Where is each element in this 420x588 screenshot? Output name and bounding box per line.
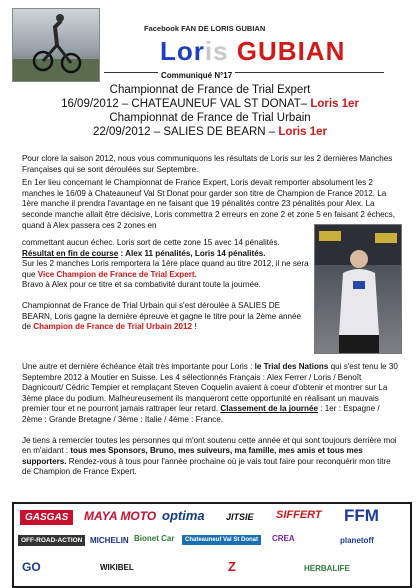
communique-number: Communiqué N°17 <box>158 71 235 80</box>
rider-photo-top <box>12 8 100 82</box>
classement-label: Classement de la journée <box>220 404 319 414</box>
logo-jitsie: JITSIE <box>226 512 254 522</box>
logo-gasgas: GASGAS <box>20 510 73 525</box>
para-urbain <box>22 301 312 333</box>
logo-optima: optima <box>162 508 205 523</box>
logo-mayamoto: MAYA MOTO <box>84 509 157 523</box>
logo-michelin: MICHELIN <box>90 536 129 545</box>
result-text: : Alex 11 pénalités, Loris 14 pénalités. <box>118 248 266 258</box>
thanks-bold: tous mes Sponsors, Bruno, mes suiveurs, ma famille, mes amis et tous mes supporters. <box>22 446 363 466</box>
headline-urbain-result: Loris 1er <box>278 126 327 138</box>
title-part-2: is <box>204 36 229 66</box>
para-result <box>22 249 312 260</box>
rider-podium-photo <box>314 224 402 354</box>
title-part-3: GUBIAN <box>228 36 346 66</box>
champion-urbain-text: Champion de France de Trial Urbain 2012 <box>33 322 193 332</box>
para-expert-end: commettant aucun échec. Loris sort de cette zone 15 avec 14 pénalités. <box>22 238 280 247</box>
para-title <box>22 259 312 280</box>
logo-offroad: OFF-ROAD-ACTION <box>18 535 85 546</box>
headline-expert-result: Loris 1er <box>310 98 359 110</box>
vice-champion-text: Vice Champion de France de Trial Expert. <box>37 269 197 279</box>
headline-expert-date <box>0 98 420 110</box>
trial-des-nations: le Trial des Nations <box>254 362 329 371</box>
headline-urbain-date <box>0 126 420 138</box>
logo-zone: Z <box>228 559 236 574</box>
logo-chateauneuf: Chateauneuf Val St Donat <box>182 535 261 545</box>
logo-siffert: SIFFERT <box>276 509 322 521</box>
result-label: Résultat en fin de course <box>22 248 119 258</box>
para-urbain-start: Championnat de France de Trial Urbain qui s'est déroulée à SALIES DE BEARN, Loris gagne la dernière épreuve et gagne le titre pour la 2ème année de <box>22 300 301 332</box>
logo-planetoff: planetoff <box>340 536 374 545</box>
para-expert: En 1er lieu concernant le Championnat de France Expert, Loris devait remporter absolument les 2 manches le 16/09 à Chateauneuf Val St Donat pour garder son titre de Champion de France 2012. La 1ère manche il prendra l'avantage en ne faisant que 19 pénalités contre 23 pénalités pour Alex. La seconde manche allait être décisive, Loris commettra 2 erreurs en zone 2 et zone 5 en faisant 2 échecs, quand à Alex passera ces 2 zones en <box>22 178 395 230</box>
para-intro: Pour clore la saison 2012, nous vous communiquons les résultats de Loris sur les 2 dernières Manches Françaises qui se sont déroulées sur Septembre. <box>22 154 393 174</box>
para-bravo: Bravo à Alex pour ce titre et sa combativité durant toute la journée. <box>22 280 261 290</box>
para-nations-body: qui s'est tenu le 30 Septembre 2012 à Moutier en Suisse. Les 4 sélectionnés Français : Alex Ferrer / Loris / Benoît Dagnicourt/ Cédric Tempier et remplaçant Steven Coquelin avaient à coeur d'obtenir et montrer sur La 3ème place du podium. Malheureusement ils manqueront cette opportunité en réalisant un mauvais premier tour et ne pourront jamais rattraper leur retard. <box>22 362 398 414</box>
communique-rule <box>104 72 384 73</box>
body-text-top <box>22 154 398 231</box>
headline-expert-date-text: 16/09/2012 – CHATEAUNEUF VAL ST DONAT– <box>61 98 308 110</box>
para-urbain-end: ! <box>192 322 197 332</box>
logo-wikibel: WIKIBEL <box>100 563 134 572</box>
logo-go: GO <box>22 560 41 574</box>
facebook-label: Facebook FAN DE LORIS GUBIAN <box>144 24 266 33</box>
logo-herbalife: HERBALIFE <box>304 564 350 573</box>
para-nations-start: Une autre et dernière échéance était très importante pour Loris : <box>22 362 255 371</box>
para-thanks-start: Je tiens à remercier toutes les personnes qui m'ont soutenu cette année et qui sont toujours derrière moi en m'aidant : <box>22 435 397 456</box>
page-title <box>160 36 345 67</box>
para-thanks-end: Rendez-vous à tous pour l'année prochaine où je vais tout faire pour reconquérir mon titre de Champion de France Expert. <box>22 456 391 477</box>
classement-text: : 1er : Espagne / 2ème : Grande Bretagne / 3ème : Italie / 4ème : France. <box>22 404 380 424</box>
headline-urbain: Championnat de France de Trial Urbain <box>109 112 311 124</box>
title-part-1: Lor <box>160 36 205 66</box>
headline-expert: Championnat de France de Trial Expert <box>109 84 311 96</box>
logo-crea: CREA <box>272 534 295 543</box>
body-text-nations <box>22 362 398 478</box>
headline-urbain-date-text: 22/09/2012 – SALIES DE BEARN – <box>93 126 276 138</box>
para-nations <box>22 362 398 426</box>
logo-ffm: FFM <box>344 506 379 525</box>
logo-bionetcar: Bionet Car <box>134 534 175 543</box>
para-title-start: Sur les 2 manches Loris remportera la 1ère place quand au titre 2012, il ne sera que <box>22 259 309 279</box>
sponsors-banner <box>12 502 412 588</box>
para-thanks <box>22 436 398 478</box>
body-text-middle <box>22 238 312 333</box>
